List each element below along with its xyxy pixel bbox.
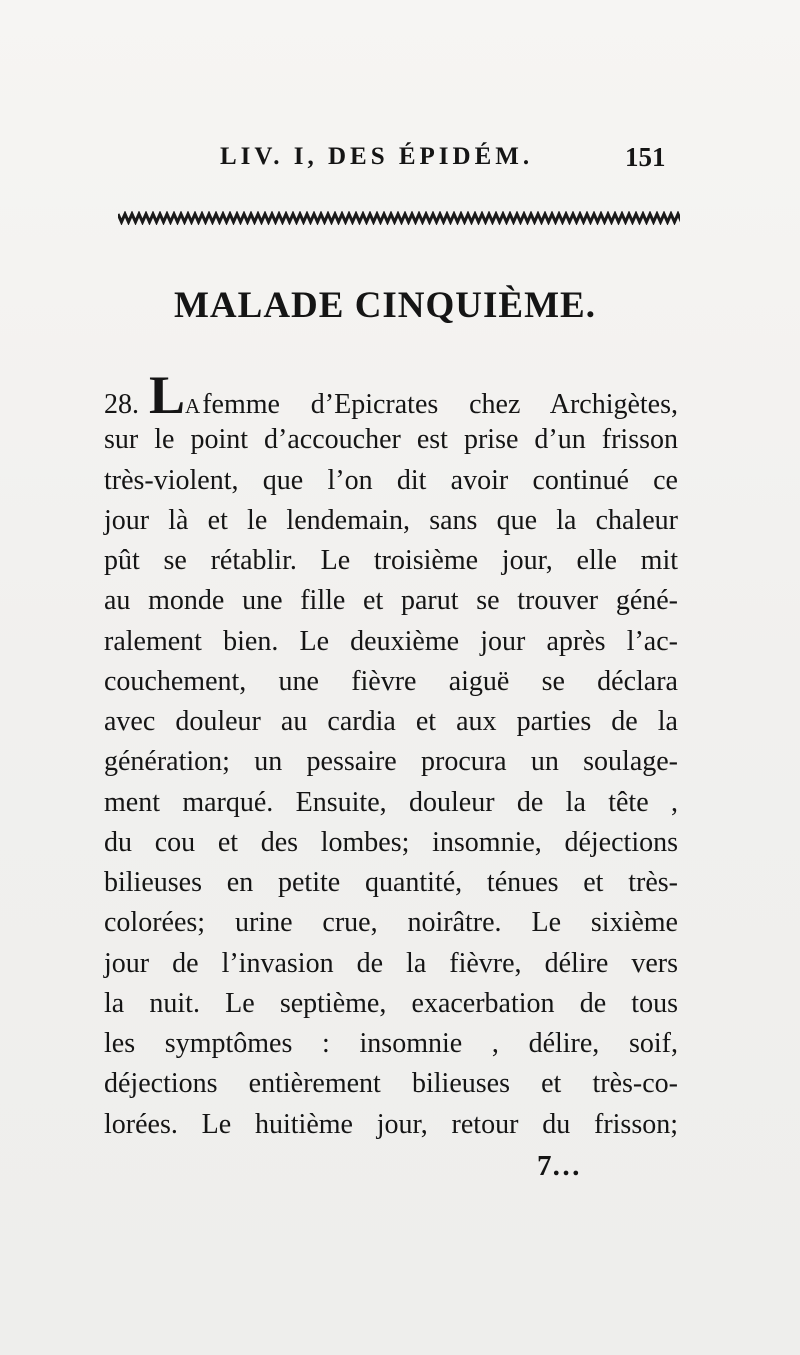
text-line: bilieuses en petite quantité, ténues et très- [104, 867, 678, 898]
text-line: pût se rétablir. Le troisième jour, elle mit [104, 545, 678, 576]
running-head: LIV. I, DES ÉPIDÉM. [220, 143, 534, 170]
ornamental-rule [118, 211, 680, 225]
text-line: du cou et des lombes; insomnie, déjections [104, 826, 678, 858]
text-line: très-violent, que l’on dit avoir continué ce [104, 464, 678, 496]
text-line: lorées. Le huitième jour, retour du frisson; [104, 1108, 678, 1140]
text-line: couchement, une fièvre aiguë se déclara [104, 665, 678, 697]
small-cap: A [185, 394, 201, 418]
first-line-text: femme d’Epicrates chez Archigètes, [202, 389, 678, 420]
text-line: génération; un pessaire procura un soulage- [104, 746, 678, 778]
text-line: ralement bien. Le deuxième jour après l’ac- [104, 625, 678, 657]
text-line: au monde une fille et parut se trouver géné- [104, 585, 678, 617]
text-line: colorées; urine crue, noirâtre. Le sixième [104, 907, 678, 939]
drop-cap: L [149, 365, 186, 425]
text-line: sur le point d’accoucher est prise d’un frisson [104, 424, 678, 456]
text-line: déjections entièrement bilieuses et très-co- [104, 1068, 678, 1100]
text-line: ment marqué. Ensuite, douleur de la tête , [104, 786, 678, 818]
chapter-title: MALADE CINQUIÈME. [174, 285, 596, 326]
first-line [104, 365, 678, 425]
text-line: la nuit. Le septième, exacerbation de tous [104, 987, 678, 1019]
text-line: jour de l’invasion de la fièvre, délire vers [104, 947, 678, 979]
paragraph-number: 28. [104, 389, 139, 420]
text-line: les symptômes : insomnie , délire, soif, [104, 1028, 678, 1059]
catchword: 7… [537, 1150, 581, 1182]
text-line: avec douleur au cardia et aux parties de la [104, 706, 678, 737]
page-number: 151 [625, 142, 666, 172]
text-line: jour là et le lendemain, sans que la chaleur [104, 504, 678, 536]
paragraph-28 [104, 365, 678, 1145]
